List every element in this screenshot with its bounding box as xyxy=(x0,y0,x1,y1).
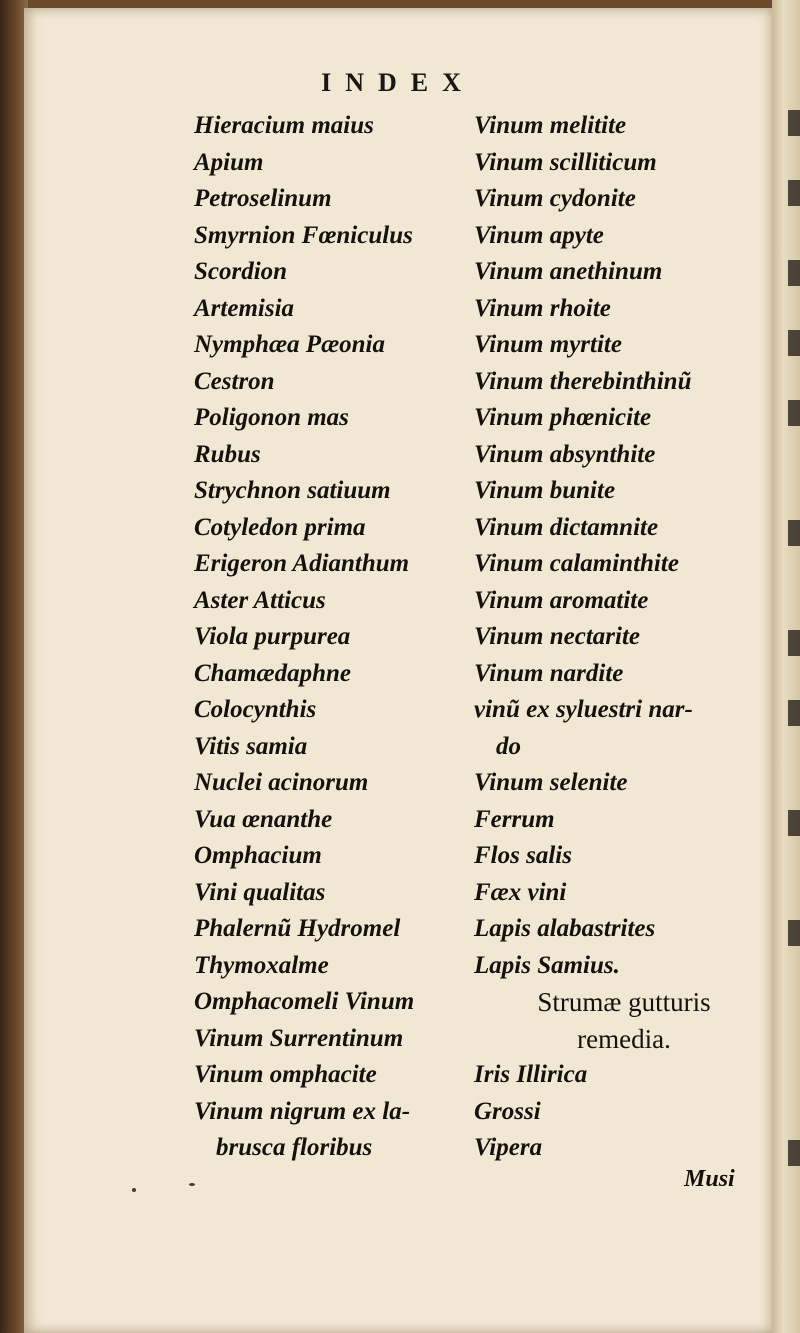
index-entry: Vinum anethinum xyxy=(474,258,663,285)
index-entry: Scordion xyxy=(194,258,288,285)
bleed-mark xyxy=(788,700,800,726)
index-entry: Chamædaphne xyxy=(194,659,351,687)
index-column-right xyxy=(474,108,774,1167)
index-entry: Nuclei acinorum xyxy=(194,769,369,796)
index-entry: Vinum aromatite xyxy=(474,586,649,614)
index-entry: Hieracium maius xyxy=(194,112,374,139)
bleed-mark xyxy=(788,520,800,546)
index-entry: Grossi xyxy=(474,1097,541,1125)
index-entry: Vinum omphacite xyxy=(194,1061,377,1088)
index-entry: Vinum cydonite xyxy=(474,185,636,212)
index-entry: Vinum Surrentinum xyxy=(194,1024,404,1052)
index-entry: Vinum apyte xyxy=(474,221,604,249)
index-entry: Vinum myrtite xyxy=(474,331,622,358)
index-entry: brusca floribus xyxy=(216,1134,373,1161)
book-page xyxy=(24,8,772,1333)
page-header: INDEX xyxy=(321,68,475,97)
index-entry: Aster Atticus xyxy=(194,586,326,614)
index-entry: Strychnon satiuum xyxy=(194,477,391,504)
bleed-mark xyxy=(788,330,800,356)
bleed-mark xyxy=(788,1140,800,1166)
index-entry: Vinum bunite xyxy=(474,477,616,504)
bleed-mark xyxy=(788,260,800,286)
index-entry: Cestron xyxy=(194,367,275,395)
index-entry: Vinum nigrum ex la- xyxy=(194,1097,411,1125)
index-entry: Cotyledon prima xyxy=(194,513,366,541)
index-entry: Vua œnanthe xyxy=(194,805,333,833)
index-entry: Lapis alabastrites xyxy=(474,915,656,942)
bleed-mark xyxy=(788,920,800,946)
index-entry: Apium xyxy=(194,148,264,176)
index-entry: Vinum absynthite xyxy=(474,440,656,468)
index-entry: Colocynthis xyxy=(194,696,317,723)
index-entry: Phalernũ Hydromel xyxy=(194,915,401,942)
index-column-left xyxy=(194,108,494,1167)
index-entry: Artemisia xyxy=(194,294,295,322)
index-entry: Vinum nardite xyxy=(474,659,624,687)
index-entry: Smyrnion Fœniculus xyxy=(194,221,413,249)
index-entry: Petroselinum xyxy=(194,185,332,212)
ink-speck xyxy=(189,1183,195,1186)
index-entry: Vinum melitite xyxy=(474,112,627,139)
bleed-mark xyxy=(788,810,800,836)
index-entry: Nymphæa Pæonia xyxy=(194,331,385,358)
index-entry: Erigeron Adianthum xyxy=(194,550,410,577)
index-entry: Vitis samia xyxy=(194,732,308,760)
index-entry: do xyxy=(496,732,521,760)
index-entry: remedia. xyxy=(577,1023,671,1054)
next-page-edge xyxy=(772,0,800,1333)
index-entry: Vini qualitas xyxy=(194,878,326,906)
bleed-mark xyxy=(788,630,800,656)
index-entry: Lapis Samius. xyxy=(474,951,620,979)
index-entry: Iris Illirica xyxy=(474,1061,588,1088)
index-entry: Poligonon mas xyxy=(194,404,349,431)
index-entry: Strumæ gutturis xyxy=(537,987,711,1017)
index-entry: Omphacium xyxy=(194,842,322,869)
index-entry: Rubus xyxy=(194,440,261,468)
index-entry: Flos salis xyxy=(474,842,572,869)
index-entry: Vinum phœnicite xyxy=(474,404,652,431)
bleed-mark xyxy=(788,110,800,136)
index-entry: Fæx vini xyxy=(474,878,567,906)
index-entry: Vinum therebinthinũ xyxy=(474,367,692,395)
index-entry: Ferrum xyxy=(474,805,555,833)
index-entry: Vinum calaminthite xyxy=(474,550,679,577)
ink-speck xyxy=(132,1188,136,1192)
index-entry: vinũ ex syluestri nar- xyxy=(474,696,693,723)
index-entry: Vinum scilliticum xyxy=(474,148,657,176)
index-entry: Vinum rhoite xyxy=(474,294,611,322)
index-entry: Viola purpurea xyxy=(194,623,351,650)
index-entry: Omphacomeli Vinum xyxy=(194,988,415,1015)
index-entry: Thymoxalme xyxy=(194,951,329,979)
index-entry: Vipera xyxy=(474,1134,543,1161)
bleed-mark xyxy=(788,180,800,206)
bleed-mark xyxy=(788,400,800,426)
catchword: Musi xyxy=(684,1166,735,1192)
index-entry: Vinum selenite xyxy=(474,769,628,796)
index-entry: Vinum nectarite xyxy=(474,623,641,650)
index-entry: Vinum dictamnite xyxy=(474,513,659,541)
